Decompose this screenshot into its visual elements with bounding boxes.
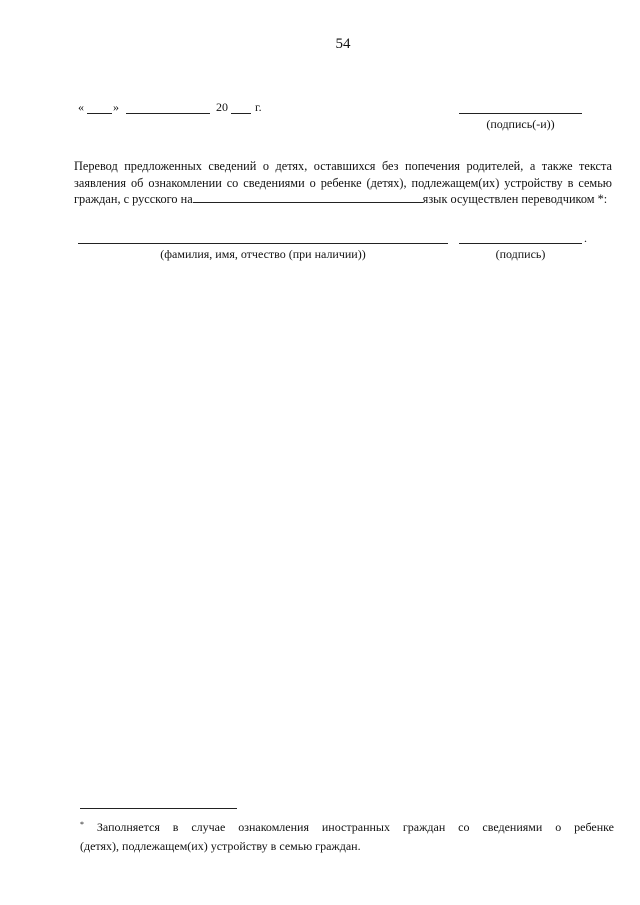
footnote xyxy=(80,815,614,856)
page-number: 54 xyxy=(335,36,351,52)
footnote-text-1: Заполняется в случае ознакомления иностранных граждан со сведениями о ребенке xyxy=(96,820,614,834)
paragraph-line-3-end: язык осуществлен переводчиком *: xyxy=(422,192,608,206)
translator-signature-caption: (подпись) xyxy=(495,247,546,261)
date-line xyxy=(78,101,278,115)
translator-name-line xyxy=(78,243,448,244)
paragraph-line-1: Перевод предложенных сведений о детях, оставшихся без попечения родителей, а также текста xyxy=(74,159,612,173)
date-open-quote: « xyxy=(78,100,84,114)
date-day-blank xyxy=(87,113,112,114)
date-year-suffix: г. xyxy=(255,100,262,114)
translator-name-caption: (фамилия, имя, отчество (при наличии)) xyxy=(160,247,366,261)
translator-signature-line xyxy=(459,243,582,244)
paragraph-line-2: заявления об ознакомлении со сведениями о ребенке (детях), подлежащем(их) устройству в семью xyxy=(74,175,612,190)
translation-paragraph xyxy=(74,158,612,208)
footnote-line-1 xyxy=(80,815,614,837)
paragraph-line-3-start: граждан, с русского на xyxy=(74,192,193,206)
translator-signature-dot: . xyxy=(584,231,587,245)
footnote-line-2: (детях), подлежащем(их) устройству в семью граждан. xyxy=(80,839,361,853)
language-blank xyxy=(193,191,423,203)
paragraph-line-3 xyxy=(74,191,612,208)
signature-top-line xyxy=(459,113,582,114)
date-year-blank xyxy=(231,113,251,114)
date-month-blank xyxy=(126,113,210,114)
date-year-prefix: 20 xyxy=(216,100,228,114)
signature-top-caption: (подпись(-и)) xyxy=(486,117,555,131)
footnote-separator xyxy=(80,808,237,809)
date-close-quote: » xyxy=(113,100,119,114)
footnote-mark: * xyxy=(80,820,84,829)
